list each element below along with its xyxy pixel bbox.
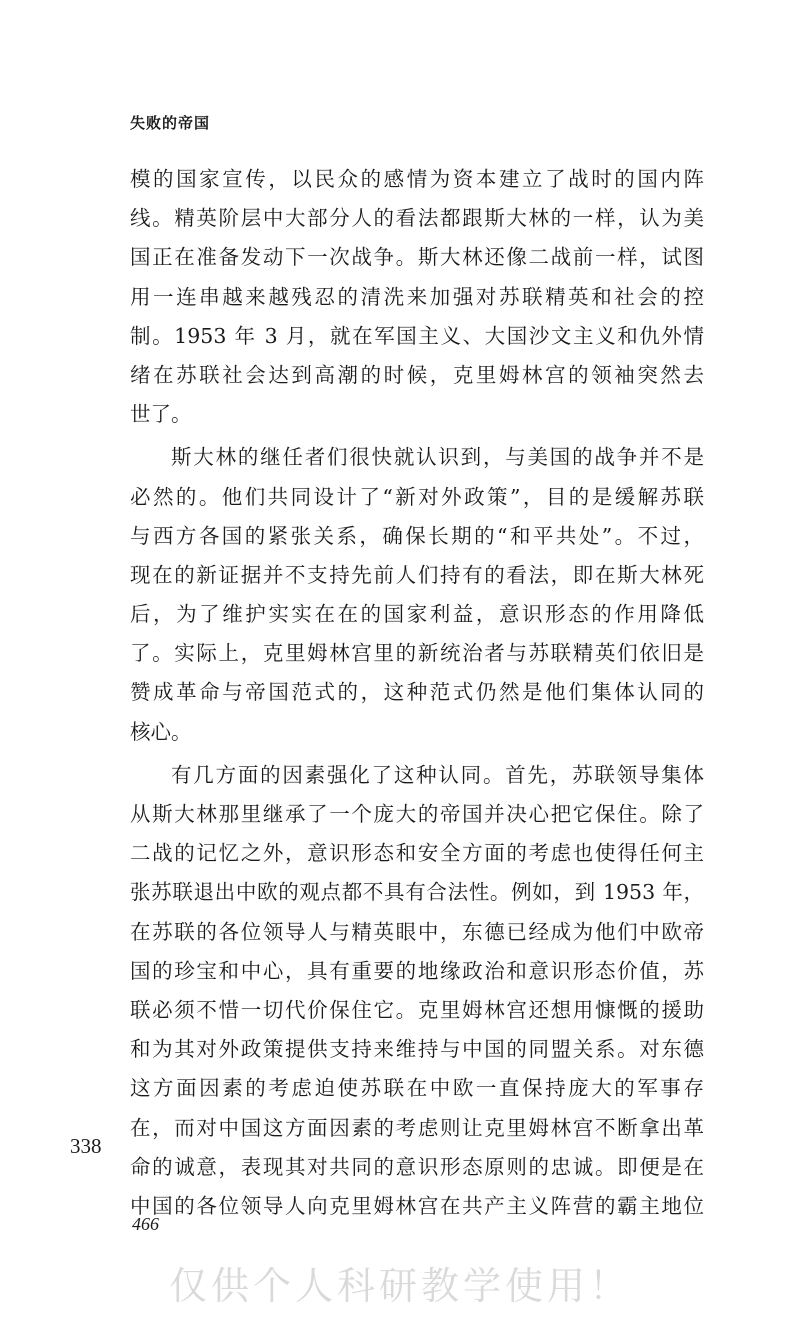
text-line: 必然的。他们共同设计了“新对外政策”，目的是缓解苏联 <box>130 484 704 509</box>
paragraph <box>130 160 704 434</box>
running-header: 失败的帝国 <box>130 114 211 132</box>
text-line: 在苏联的各位领导人与精英眼中，东德已经成为他们中欧帝 <box>130 919 704 944</box>
text-line: 张苏联退出中欧的观点都不具有合法性。例如，到 1953 年， <box>130 880 704 905</box>
text-line: 制。1953 年 3 月，就在军国主义、大国沙文主义和仇外情 <box>130 323 704 348</box>
footer-page-number: 466 <box>132 1214 159 1234</box>
text-line: 命的诚意，表现其对共同的意识形态原则的忠诚。即便是在 <box>130 1154 704 1179</box>
text-line: 和为其对外政策提供支持来维持与中国的同盟关系。对东德 <box>130 1037 704 1062</box>
text-line: 斯大林的继任者们很快就认识到，与美国的战争并不是 <box>171 445 704 470</box>
body-text <box>130 160 704 1226</box>
text-line: 现在的新证据并不支持先前人们持有的看法，即在斯大林死 <box>130 562 704 587</box>
watermark: 仅供个人科研教学使用！ <box>168 1264 631 1308</box>
text-line: 中国的各位领导人向克里姆林宫在共产主义阵营的霸主地位 <box>130 1193 704 1218</box>
text-line: 线。精英阶层中大部分人的看法都跟斯大林的一样，认为美 <box>130 206 704 231</box>
text-line: 后，为了维护实实在在的国家利益，意识形态的作用降低 <box>130 602 704 627</box>
text-line: 赞成革命与帝国范式的，这种范式仍然是他们集体认同的 <box>130 680 704 705</box>
text-line: 有几方面的因素强化了这种认同。首先，苏联领导集体 <box>171 762 704 787</box>
text-line: 国的珍宝和中心，具有重要的地缘政治和意识形态价值，苏 <box>130 958 704 983</box>
text-line: 从斯大林那里继承了一个庞大的帝国并决心把它保住。除了 <box>130 802 704 826</box>
text-line: 了。实际上，克里姆林宫里的新统治者与苏联精英们依旧是 <box>130 641 704 666</box>
text-line: 模的国家宣传，以民众的感情为资本建立了战时的国内阵 <box>130 167 704 191</box>
paragraph <box>130 438 704 752</box>
text-line: 用一连串越来越残忍的清洗来加强对苏联精英和社会的控 <box>130 284 704 309</box>
text-line: 联必须不惜一切代价保住它。克里姆林宫还想用慷慨的援助 <box>130 997 704 1022</box>
text-line: 二战的记忆之外，意识形态和安全方面的考虑也使得任何主 <box>130 841 704 866</box>
text-line: 与西方各国的紧张关系，确保长期的“和平共处”。不过， <box>130 523 704 548</box>
text-line: 这方面因素的考虑迫使苏联在中欧一直保持庞大的军事存 <box>130 1076 704 1101</box>
paragraph <box>130 756 704 1226</box>
text-line: 绪在苏联社会达到高潮的时候，克里姆林宫的领袖突然去 <box>130 362 704 387</box>
margin-page-number: 338 <box>70 1134 102 1158</box>
text-line: 国正在准备发动下一次战争。斯大林还像二战前一样，试图 <box>130 245 704 270</box>
text-line: 在，而对中国这方面因素的考虑则让克里姆林宫不断拿出革 <box>130 1115 704 1140</box>
text-line: 世了。 <box>130 402 192 427</box>
text-line: 核心。 <box>130 719 192 744</box>
